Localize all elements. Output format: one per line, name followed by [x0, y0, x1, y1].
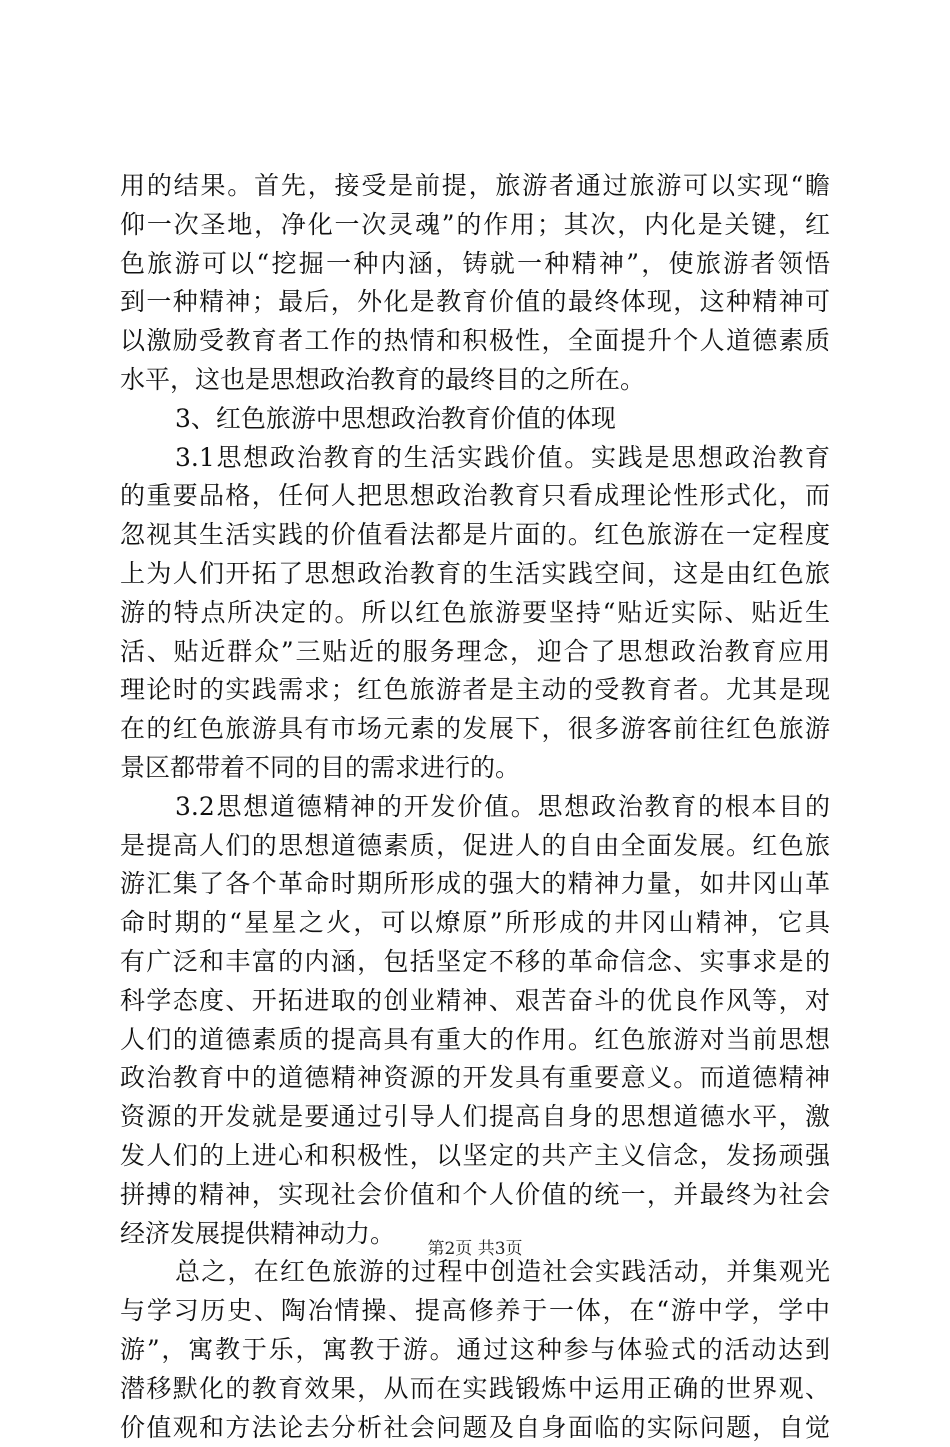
- text-line: 活、贴近群众”三贴近的服务理念，迎合了思想政治教育应用: [120, 633, 830, 672]
- text-line: 理论时的实践需求；红色旅游者是主动的受教育者。尤其是现: [120, 671, 830, 710]
- text-line: 命时期的“星星之火，可以燎原”所形成的井冈山精神，它具: [120, 904, 830, 943]
- paragraph-acceptance-internalization: [120, 167, 830, 400]
- text-line: 忽视其生活实践的价值看法都是片面的。红色旅游在一定程度: [120, 516, 830, 555]
- text-line: 总之，在红色旅游的过程中创造社会实践活动，并集观光: [120, 1253, 830, 1292]
- text-line: 潜移默化的教育效果，从而在实践锻炼中运用正确的世界观、: [120, 1370, 830, 1409]
- page-number-footer: 第2页 共3页: [0, 1237, 950, 1261]
- text-line: 资源的开发就是要通过引导人们提高自身的思想道德水平，激: [120, 1098, 830, 1137]
- text-line: 仰一次圣地，净化一次灵魂”的作用；其次，内化是关键，红: [120, 206, 830, 245]
- text-line: 水平，这也是思想政治教育的最终目的之所在。: [120, 361, 830, 400]
- text-line: 人们的道德素质的提高具有重大的作用。红色旅游对当前思想: [120, 1021, 830, 1060]
- text-line: 景区都带着不同的目的需求进行的。: [120, 749, 830, 788]
- text-line: 上为人们开拓了思想政治教育的生活实践空间，这是由红色旅: [120, 555, 830, 594]
- text-line: 3.1思想政治教育的生活实践价值。实践是思想政治教育: [120, 439, 830, 478]
- paragraph-conclusion: [120, 1253, 830, 1447]
- text-line: 是提高人们的思想道德素质，促进人的自由全面发展。红色旅: [120, 827, 830, 866]
- text-line: 以激励受教育者工作的热情和积极性，全面提升个人道德素质: [120, 322, 830, 361]
- text-line: 科学态度、开拓进取的创业精神、艰苦奋斗的优良作风等，对: [120, 982, 830, 1021]
- text-line: 用的结果。首先，接受是前提，旅游者通过旅游可以实现“瞻: [120, 167, 830, 206]
- text-line: 游汇集了各个革命时期所形成的强大的精神力量，如井冈山革: [120, 865, 830, 904]
- text-line: 到一种精神；最后，外化是教育价值的最终体现，这种精神可: [120, 283, 830, 322]
- text-line: 的重要品格，任何人把思想政治教育只看成理论性形式化，而: [120, 477, 830, 516]
- text-line: 经济发展提供精神动力。: [120, 1215, 830, 1254]
- text-line: 色旅游可以“挖掘一种内涵，铸就一种精神”，使旅游者领悟: [120, 245, 830, 284]
- text-line: 游”，寓教于乐，寓教于游。通过这种参与体验式的活动达到: [120, 1331, 830, 1370]
- paragraph-3-2-moral-spirit-value: [120, 788, 830, 1254]
- text-line: 在的红色旅游具有市场元素的发展下，很多游客前往红色旅游: [120, 710, 830, 749]
- text-line: 有广泛和丰富的内涵，包括坚定不移的革命信念、实事求是的: [120, 943, 830, 982]
- text-line: 拼搏的精神，实现社会价值和个人价值的统一，并最终为社会: [120, 1176, 830, 1215]
- text-line: 发人们的上进心和积极性，以坚定的共产主义信念，发扬顽强: [120, 1137, 830, 1176]
- text-line: 与学习历史、陶冶情操、提高修养于一体，在“游中学，学中: [120, 1292, 830, 1331]
- text-line: 政治教育中的道德精神资源的开发具有重要意义。而道德精神: [120, 1059, 830, 1098]
- text-line: 游的特点所决定的。所以红色旅游要坚持“贴近实际、贴近生: [120, 594, 830, 633]
- section-heading-3: 3、红色旅游中思想政治教育价值的体现: [120, 400, 830, 439]
- paragraph-3-1-practice-value: [120, 439, 830, 788]
- text-line: 3.2思想道德精神的开发价值。思想政治教育的根本目的: [120, 788, 830, 827]
- text-line: 价值观和方法论去分析社会问题及自身面临的实际问题，自觉: [120, 1409, 830, 1447]
